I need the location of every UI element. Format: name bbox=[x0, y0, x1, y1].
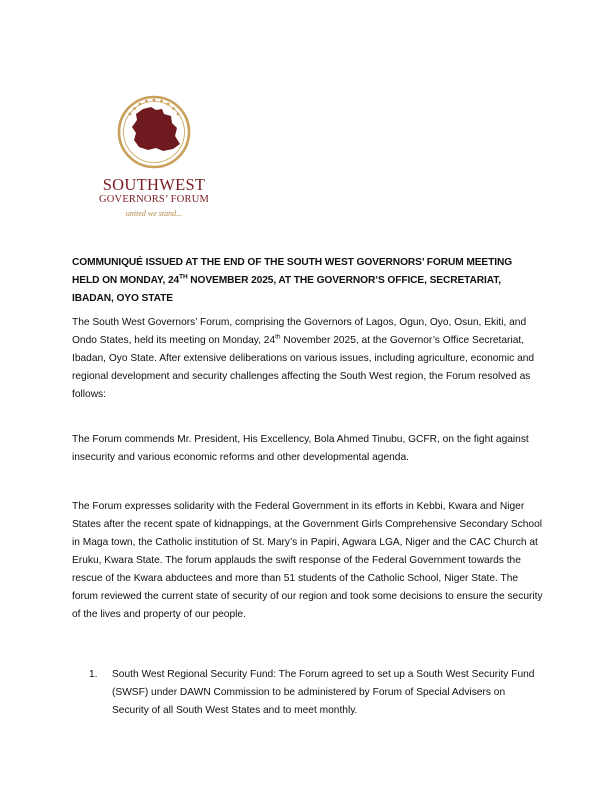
communique-heading bbox=[72, 254, 542, 308]
forum-emblem-icon bbox=[101, 92, 207, 172]
heading-superscript: TH bbox=[179, 273, 188, 281]
logo-tagline: united we stand... bbox=[125, 209, 183, 218]
intro-text-1: The South West Governors’ Forum, comprising the Governors of Lagos, Ogun, Oyo, Osun, Ekiti, and Ondo States, held its meeting on Monday, 24 bbox=[72, 317, 527, 346]
heading-text-1: COMMUNIQUÉ ISSUED AT THE END OF THE SOUTH WEST GOVERNORS’ FORUM MEETING HELD ON MONDAY, 24 bbox=[72, 257, 513, 286]
logo-subtitle: GOVERNORS’ FORUM bbox=[98, 194, 210, 205]
region-map-shape bbox=[132, 107, 180, 151]
forum-logo bbox=[96, 92, 212, 227]
list-item-text: South West Regional Security Fund: The Forum agreed to set up a South West Security Fund (SWSF) under DAWN Commission to be administered by Forum of Special Advisers on Security of all South West States and to meet monthly. bbox=[112, 669, 535, 716]
intro-superscript: th bbox=[275, 333, 281, 341]
intro-paragraph bbox=[72, 314, 544, 404]
heading-text-2: NOVEMBER 2025, AT THE GOVERNOR’S OFFICE, SECRETARIAT, IBADAN, OYO STATE bbox=[72, 275, 502, 304]
solidarity-paragraph: The Forum expresses solidarity with the Federal Government in its efforts in Kebbi, Kwara and Niger States after the recent spate of kidnappings, at the Government Girls Comprehensive Secondary School in Maga town, the Catholic institution of St. Mary’s in Papiri, Agwara LGA, Niger and the CAC Church at Eruku, Kwara State. The forum applauds the swift response of the Federal Government towards the rescue of the Kwara abductees and more than 51 students of the Catholic School, Niger State. The forum reviewed the current state of security of our region and took some decisions to ensure the security of the lives and property of our people. bbox=[72, 501, 543, 620]
intro-text-2: November 2025, at the Governor’s Office Secretariat, Ibadan, Oyo State. After extensive deliberations on various issues, including agriculture, economic and regional development and security challenges affecting the South West region, the Forum resolved as follows: bbox=[72, 335, 535, 400]
list-item-number: 1. bbox=[89, 669, 98, 680]
logo-title: SOUTHWEST bbox=[102, 175, 206, 194]
commendation-paragraph: The Forum commends Mr. President, His Excellency, Bola Ahmed Tinubu, GCFR, on the fight against insecurity and various economic reforms and other developmental agenda. bbox=[72, 434, 529, 463]
